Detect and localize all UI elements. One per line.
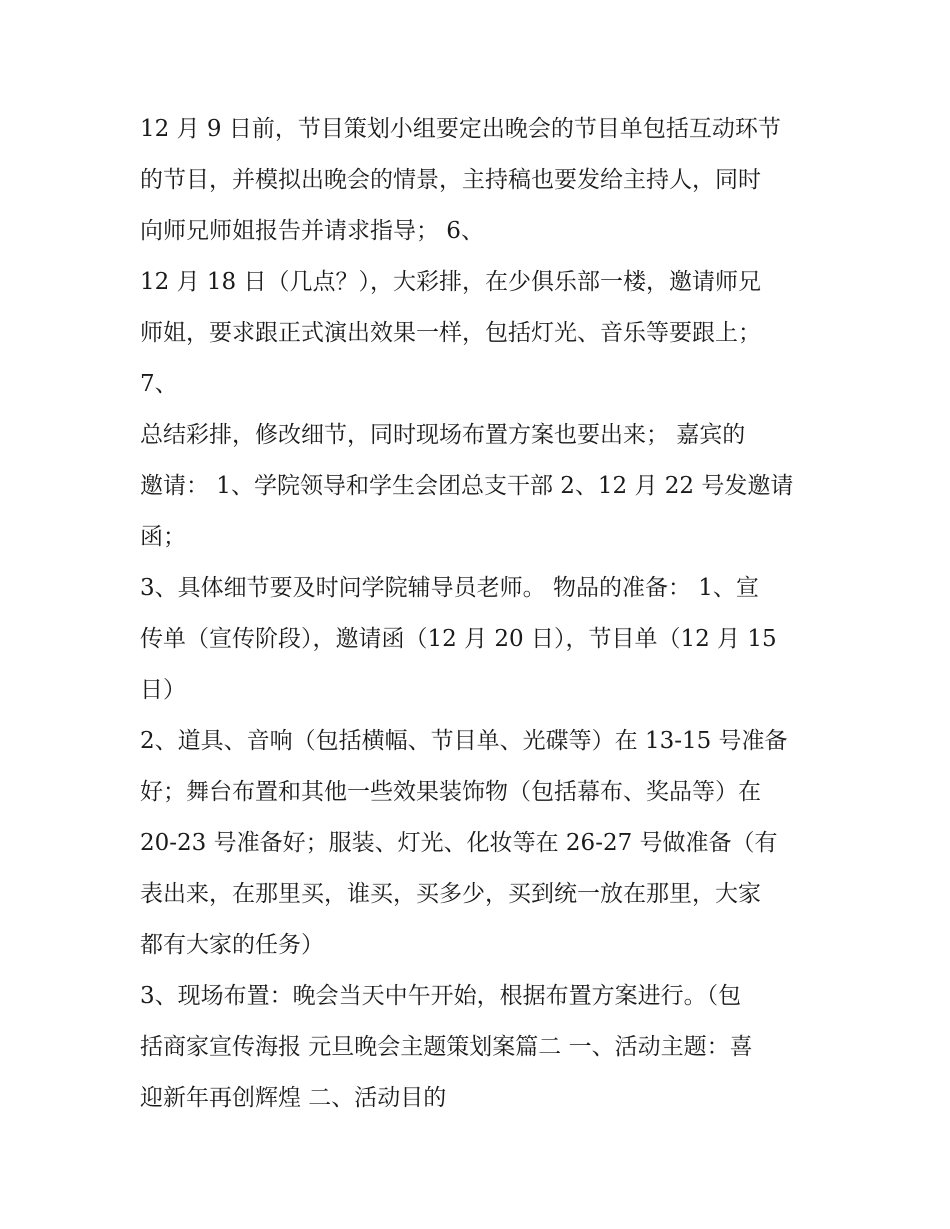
text-line: 20-23 号准备好；服装、灯光、化妆等在 26-27 号做准备（有 (140, 830, 778, 856)
text-line: 3、现场布置：晚会当天中午开始，根据布置方案进行。（包 (140, 983, 742, 1009)
text-line: 2、道具、音响（包括横幅、节目单、光碟等）在 13-15 号准备 (140, 728, 788, 754)
text-line: 3、具体细节要及时问学院辅导员老师。 物品的准备： 1、宣 (140, 575, 759, 601)
text-line: 总结彩排，修改细节，同时现场布置方案也要出来； 嘉宾的 (140, 422, 746, 448)
text-line: 传单（宣传阶段），邀请函（12 月 20 日），节目单（12 月 15 (140, 626, 777, 652)
text-line: 的节目，并模拟出晚会的情景，主持稿也要发给主持人，同时 (140, 167, 761, 193)
text-line: 好；舞台布置和其他一些效果装饰物（包括幕布、奖品等）在 (140, 779, 761, 805)
text-line: 括商家宣传海报 元旦晚会主题策划案篇二 一、活动主题：喜 (140, 1034, 753, 1060)
document-body (140, 104, 820, 1124)
text-line: 12 月 9 日前，节目策划小组要定出晚会的节目单包括互动环节 (140, 116, 781, 142)
text-line: 12 月 18 日（几点？），大彩排，在少俱乐部一楼，邀请师兄 (140, 269, 761, 295)
text-line: 日） (140, 677, 186, 703)
text-line: 向师兄师姐报告并请求指导； 6、 (140, 218, 484, 244)
text-line: 函； (140, 524, 186, 550)
text-line: 迎新年再创辉煌 二、活动目的 (140, 1085, 447, 1111)
text-line: 7、 (140, 371, 178, 397)
text-line: 师姐，要求跟正式演出效果一样，包括灯光、音乐等要跟上； (140, 320, 761, 346)
text-line: 都有大家的任务） (140, 932, 324, 958)
text-line: 邀请： 1、学院领导和学生会团总支干部 2、12 月 22 号发邀请 (140, 473, 794, 499)
text-line: 表出来，在那里买，谁买，买多少，买到统一放在那里，大家 (140, 881, 761, 907)
